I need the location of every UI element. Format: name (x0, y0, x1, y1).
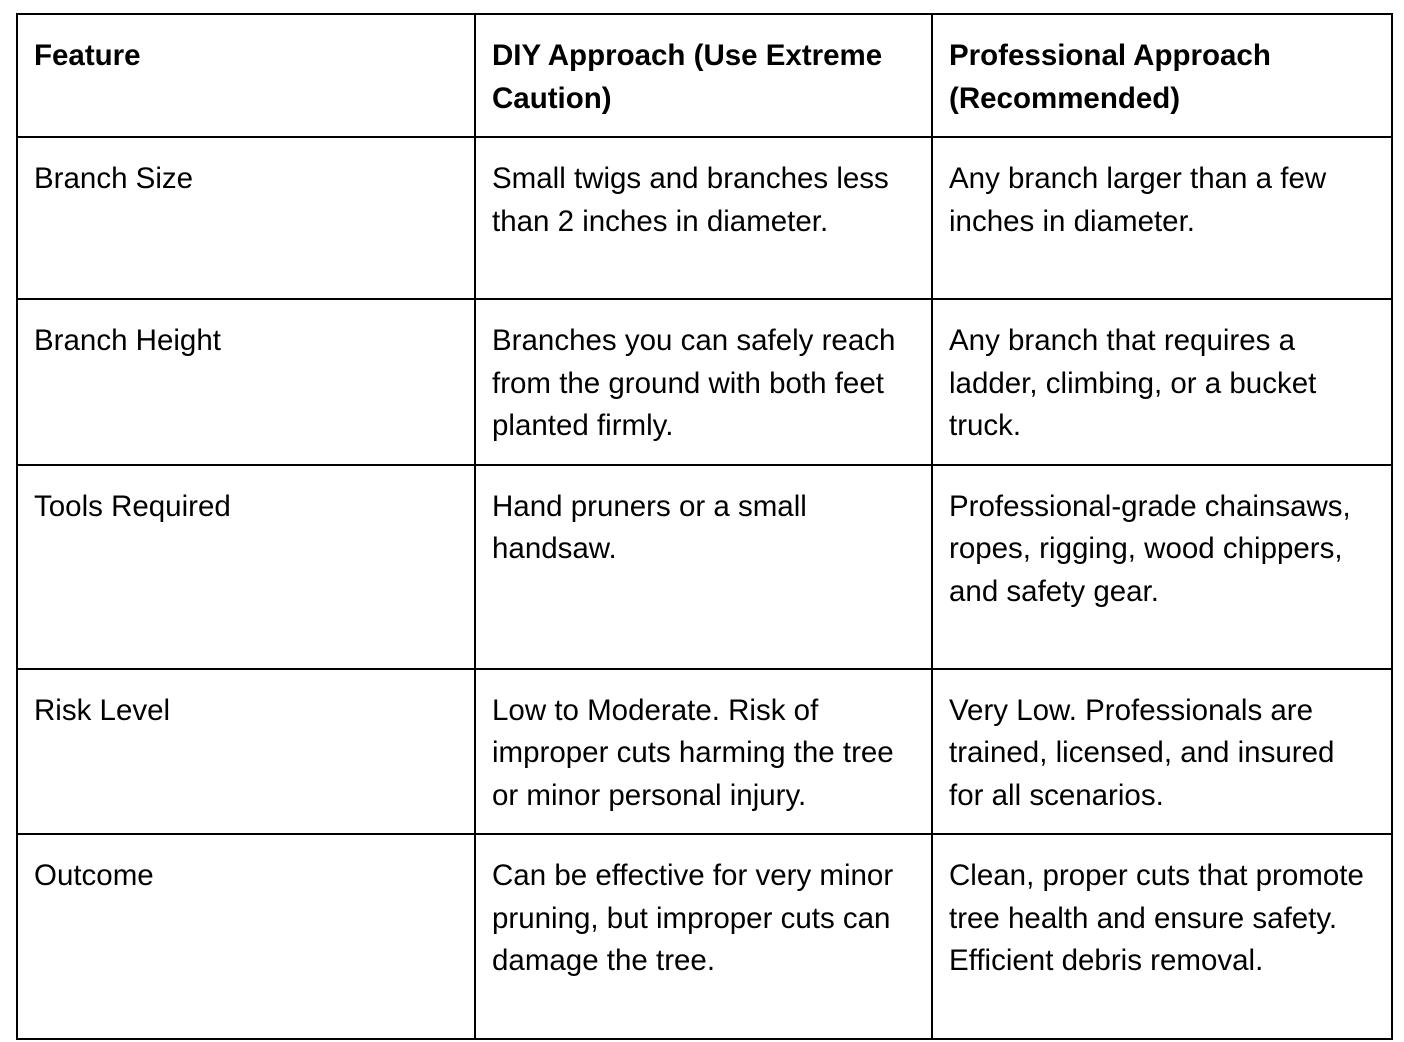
header-feature: Feature (17, 14, 475, 137)
cell-professional: Very Low. Professionals are trained, licensed, and insured for all scenarios. (932, 669, 1392, 835)
cell-diy: Hand pruners or a small handsaw. (475, 465, 932, 669)
cell-professional: Any branch larger than a few inches in diameter. (932, 137, 1392, 299)
cell-diy: Can be effective for very minor pruning, but improper cuts can damage the tree. (475, 834, 932, 1039)
cell-feature: Outcome (17, 834, 475, 1039)
table-row (17, 834, 1392, 1039)
header-professional-approach: Professional Approach (Recommended) (932, 14, 1392, 137)
cell-diy: Small twigs and branches less than 2 inches in diameter. (475, 137, 932, 299)
table-row (17, 299, 1392, 465)
table-header-row (17, 14, 1392, 137)
table-row (17, 465, 1392, 669)
table-row (17, 669, 1392, 835)
comparison-table (16, 13, 1393, 1040)
cell-feature: Tools Required (17, 465, 475, 669)
cell-feature: Risk Level (17, 669, 475, 835)
header-diy-approach: DIY Approach (Use Extreme Caution) (475, 14, 932, 137)
cell-feature: Branch Size (17, 137, 475, 299)
cell-diy: Low to Moderate. Risk of improper cuts harming the tree or minor personal injury. (475, 669, 932, 835)
cell-professional: Professional-grade chainsaws, ropes, rigging, wood chippers, and safety gear. (932, 465, 1392, 669)
cell-diy: Branches you can safely reach from the ground with both feet planted firmly. (475, 299, 932, 465)
cell-professional: Any branch that requires a ladder, climbing, or a bucket truck. (932, 299, 1392, 465)
cell-feature: Branch Height (17, 299, 475, 465)
cell-professional: Clean, proper cuts that promote tree health and ensure safety. Efficient debris removal. (932, 834, 1392, 1039)
table-row (17, 137, 1392, 299)
